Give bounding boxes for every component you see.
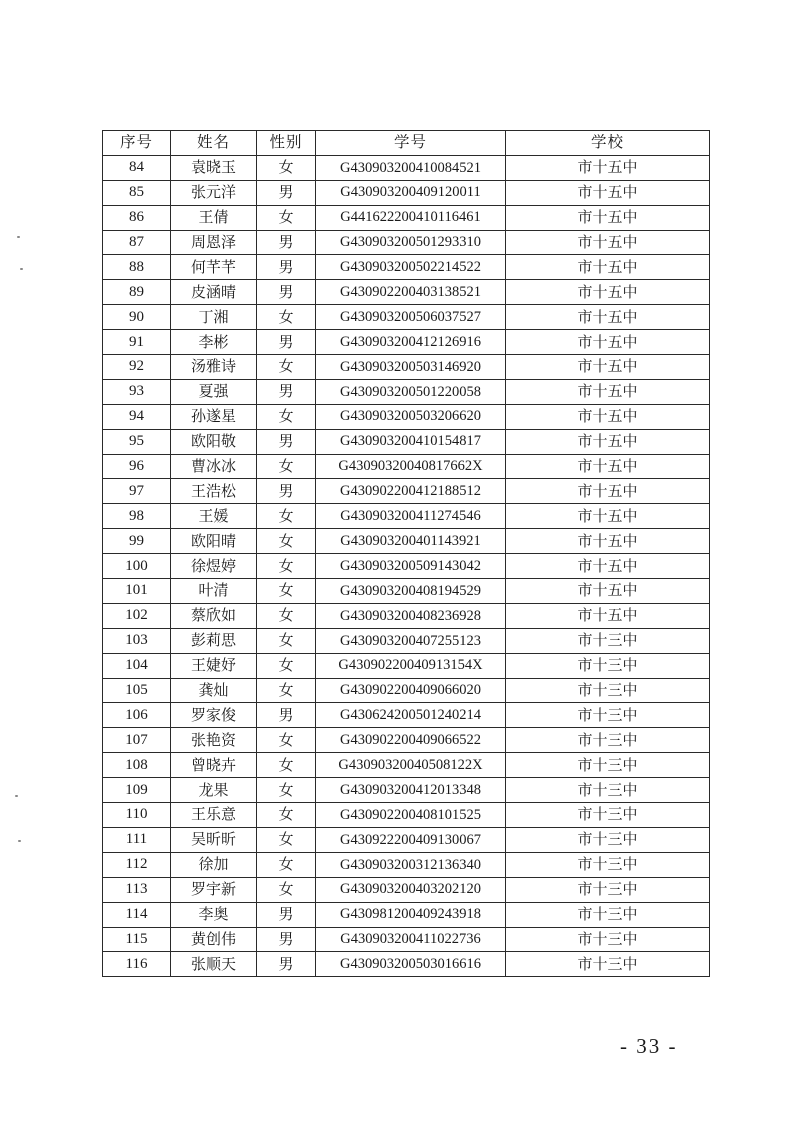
gender: 女: [257, 728, 316, 753]
gender: 女: [257, 827, 316, 852]
gender: 女: [257, 155, 316, 180]
gender: 男: [257, 330, 316, 355]
school: 市十五中: [506, 404, 710, 429]
row-index: 88: [103, 255, 171, 280]
gender: 女: [257, 778, 316, 803]
student-name: 叶清: [171, 579, 257, 604]
student-id: G430903200407255123: [316, 628, 506, 653]
gender: 女: [257, 603, 316, 628]
school: 市十五中: [506, 529, 710, 554]
student-id: G430903200411022736: [316, 927, 506, 952]
table-row: [103, 280, 710, 305]
table-row: [103, 803, 710, 828]
table-body: [103, 155, 710, 976]
row-index: 94: [103, 404, 171, 429]
gender: 女: [257, 305, 316, 330]
student-name: 王浩松: [171, 479, 257, 504]
student-name: 何芊芊: [171, 255, 257, 280]
header-index: 序号: [103, 131, 171, 156]
table-row: [103, 255, 710, 280]
school: 市十五中: [506, 355, 710, 380]
student-id: G430981200409243918: [316, 902, 506, 927]
row-index: 100: [103, 554, 171, 579]
school: 市十三中: [506, 827, 710, 852]
gender: 男: [257, 379, 316, 404]
gender: 男: [257, 479, 316, 504]
school: 市十三中: [506, 628, 710, 653]
row-index: 113: [103, 877, 171, 902]
row-index: 103: [103, 628, 171, 653]
gender: 男: [257, 902, 316, 927]
scan-speck: [17, 236, 20, 238]
row-index: 97: [103, 479, 171, 504]
row-index: 84: [103, 155, 171, 180]
row-index: 115: [103, 927, 171, 952]
gender: 男: [257, 230, 316, 255]
gender: 男: [257, 703, 316, 728]
student-name: 李奥: [171, 902, 257, 927]
student-id: G430903200501220058: [316, 379, 506, 404]
school: 市十五中: [506, 429, 710, 454]
row-index: 109: [103, 778, 171, 803]
student-id: G43090220040913154X: [316, 653, 506, 678]
table-row: [103, 230, 710, 255]
table-row: [103, 554, 710, 579]
gender: 男: [257, 429, 316, 454]
student-name: 皮涵晴: [171, 280, 257, 305]
student-name: 罗宇新: [171, 877, 257, 902]
table-row: [103, 379, 710, 404]
gender: 女: [257, 653, 316, 678]
table-row: [103, 753, 710, 778]
table-row: [103, 454, 710, 479]
table-row: [103, 852, 710, 877]
table-row: [103, 952, 710, 977]
gender: 女: [257, 454, 316, 479]
school: 市十五中: [506, 479, 710, 504]
gender: 女: [257, 579, 316, 604]
school: 市十三中: [506, 952, 710, 977]
student-name: 周恩泽: [171, 230, 257, 255]
student-id: G430624200501240214: [316, 703, 506, 728]
student-name: 吴昕昕: [171, 827, 257, 852]
student-id: G430903200412013348: [316, 778, 506, 803]
row-index: 91: [103, 330, 171, 355]
scan-speck: [20, 268, 23, 270]
school: 市十五中: [506, 305, 710, 330]
school: 市十五中: [506, 180, 710, 205]
school: 市十五中: [506, 230, 710, 255]
gender: 男: [257, 927, 316, 952]
gender: 女: [257, 628, 316, 653]
student-id: G43090320040508122X: [316, 753, 506, 778]
school: 市十三中: [506, 703, 710, 728]
student-name: 欧阳晴: [171, 529, 257, 554]
school: 市十五中: [506, 554, 710, 579]
student-name: 王媛: [171, 504, 257, 529]
student-id: G430903200506037527: [316, 305, 506, 330]
student-id: G430902200409066020: [316, 678, 506, 703]
school: 市十五中: [506, 255, 710, 280]
student-name: 罗家俊: [171, 703, 257, 728]
gender: 女: [257, 554, 316, 579]
student-id: G430903200408236928: [316, 603, 506, 628]
header-student-id: 学号: [316, 131, 506, 156]
row-index: 87: [103, 230, 171, 255]
school: 市十三中: [506, 728, 710, 753]
school: 市十三中: [506, 852, 710, 877]
row-index: 104: [103, 653, 171, 678]
gender: 女: [257, 852, 316, 877]
table-row: [103, 404, 710, 429]
gender: 男: [257, 180, 316, 205]
school: 市十五中: [506, 280, 710, 305]
scan-speck: [15, 795, 18, 797]
student-name: 丁湘: [171, 305, 257, 330]
row-index: 116: [103, 952, 171, 977]
student-id: G430903200501293310: [316, 230, 506, 255]
table-row: [103, 579, 710, 604]
school: 市十三中: [506, 778, 710, 803]
table-row: [103, 504, 710, 529]
row-index: 107: [103, 728, 171, 753]
row-index: 99: [103, 529, 171, 554]
row-index: 89: [103, 280, 171, 305]
page-number: - 33 -: [620, 1034, 678, 1058]
school: 市十三中: [506, 678, 710, 703]
student-name: 孙遂星: [171, 404, 257, 429]
school: 市十五中: [506, 205, 710, 230]
student-id: G430903200502214522: [316, 255, 506, 280]
student-name: 张元洋: [171, 180, 257, 205]
student-name: 张艳资: [171, 728, 257, 753]
student-name: 龙果: [171, 778, 257, 803]
row-index: 111: [103, 827, 171, 852]
table-row: [103, 628, 710, 653]
row-index: 85: [103, 180, 171, 205]
student-name: 夏强: [171, 379, 257, 404]
row-index: 110: [103, 803, 171, 828]
student-id: G430903200409120011: [316, 180, 506, 205]
table-row: [103, 479, 710, 504]
row-index: 105: [103, 678, 171, 703]
gender: 女: [257, 877, 316, 902]
school: 市十三中: [506, 877, 710, 902]
student-id: G430903200401143921: [316, 529, 506, 554]
scan-speck: [18, 840, 21, 842]
school: 市十三中: [506, 753, 710, 778]
table-row: [103, 603, 710, 628]
row-index: 98: [103, 504, 171, 529]
student-name: 曾晓卉: [171, 753, 257, 778]
header-gender: 性别: [257, 131, 316, 156]
student-id: G43090320040817662X: [316, 454, 506, 479]
row-index: 108: [103, 753, 171, 778]
gender: 女: [257, 753, 316, 778]
gender: 男: [257, 255, 316, 280]
row-index: 86: [103, 205, 171, 230]
row-index: 114: [103, 902, 171, 927]
table-row: [103, 778, 710, 803]
row-index: 93: [103, 379, 171, 404]
school: 市十三中: [506, 653, 710, 678]
student-name: 张顺天: [171, 952, 257, 977]
gender: 男: [257, 280, 316, 305]
student-id: G430903200410154817: [316, 429, 506, 454]
table-row: [103, 728, 710, 753]
table-header-row: [103, 131, 710, 156]
student-id: G430903200403202120: [316, 877, 506, 902]
table-row: [103, 330, 710, 355]
school: 市十三中: [506, 927, 710, 952]
student-id: G430903200503016616: [316, 952, 506, 977]
table-row: [103, 155, 710, 180]
student-id: G430903200503206620: [316, 404, 506, 429]
student-name: 徐煜婷: [171, 554, 257, 579]
row-index: 102: [103, 603, 171, 628]
student-id: G430903200503146920: [316, 355, 506, 380]
row-index: 106: [103, 703, 171, 728]
student-name: 王乐意: [171, 803, 257, 828]
student-id: G430903200408194529: [316, 579, 506, 604]
gender: 女: [257, 404, 316, 429]
student-id: G430903200411274546: [316, 504, 506, 529]
gender: 女: [257, 529, 316, 554]
school: 市十五中: [506, 603, 710, 628]
table-row: [103, 305, 710, 330]
gender: 女: [257, 678, 316, 703]
student-name: 袁晓玉: [171, 155, 257, 180]
student-name: 汤雅诗: [171, 355, 257, 380]
row-index: 112: [103, 852, 171, 877]
table-row: [103, 927, 710, 952]
table-row: [103, 355, 710, 380]
student-id: G430902200403138521: [316, 280, 506, 305]
row-index: 96: [103, 454, 171, 479]
table-row: [103, 180, 710, 205]
gender: 男: [257, 952, 316, 977]
school: 市十五中: [506, 579, 710, 604]
table-row: [103, 429, 710, 454]
table-row: [103, 205, 710, 230]
student-id: G430922200409130067: [316, 827, 506, 852]
school: 市十五中: [506, 379, 710, 404]
student-id: G430902200412188512: [316, 479, 506, 504]
gender: 女: [257, 355, 316, 380]
student-name: 王婕妤: [171, 653, 257, 678]
school: 市十三中: [506, 803, 710, 828]
student-id: G430903200312136340: [316, 852, 506, 877]
gender: 女: [257, 803, 316, 828]
student-id: G430902200409066522: [316, 728, 506, 753]
gender: 女: [257, 504, 316, 529]
table-row: [103, 902, 710, 927]
student-name: 徐加: [171, 852, 257, 877]
school: 市十五中: [506, 155, 710, 180]
school: 市十五中: [506, 454, 710, 479]
row-index: 90: [103, 305, 171, 330]
student-id: G430902200408101525: [316, 803, 506, 828]
student-name: 王倩: [171, 205, 257, 230]
table-row: [103, 703, 710, 728]
student-list-table: [102, 130, 710, 977]
student-name: 欧阳敬: [171, 429, 257, 454]
student-id: G441622200410116461: [316, 205, 506, 230]
table-row: [103, 827, 710, 852]
student-name: 曹冰冰: [171, 454, 257, 479]
student-id: G430903200412126916: [316, 330, 506, 355]
table-row: [103, 653, 710, 678]
table-row: [103, 877, 710, 902]
school: 市十五中: [506, 330, 710, 355]
school: 市十五中: [506, 504, 710, 529]
row-index: 95: [103, 429, 171, 454]
student-id: G430903200410084521: [316, 155, 506, 180]
student-name: 彭莉思: [171, 628, 257, 653]
row-index: 92: [103, 355, 171, 380]
header-school: 学校: [506, 131, 710, 156]
table-row: [103, 529, 710, 554]
header-name: 姓名: [171, 131, 257, 156]
table-row: [103, 678, 710, 703]
student-name: 龚灿: [171, 678, 257, 703]
row-index: 101: [103, 579, 171, 604]
student-list-table-wrapper: [102, 130, 709, 977]
student-name: 黄创伟: [171, 927, 257, 952]
gender: 女: [257, 205, 316, 230]
student-name: 蔡欣如: [171, 603, 257, 628]
student-name: 李彬: [171, 330, 257, 355]
student-id: G430903200509143042: [316, 554, 506, 579]
school: 市十三中: [506, 902, 710, 927]
